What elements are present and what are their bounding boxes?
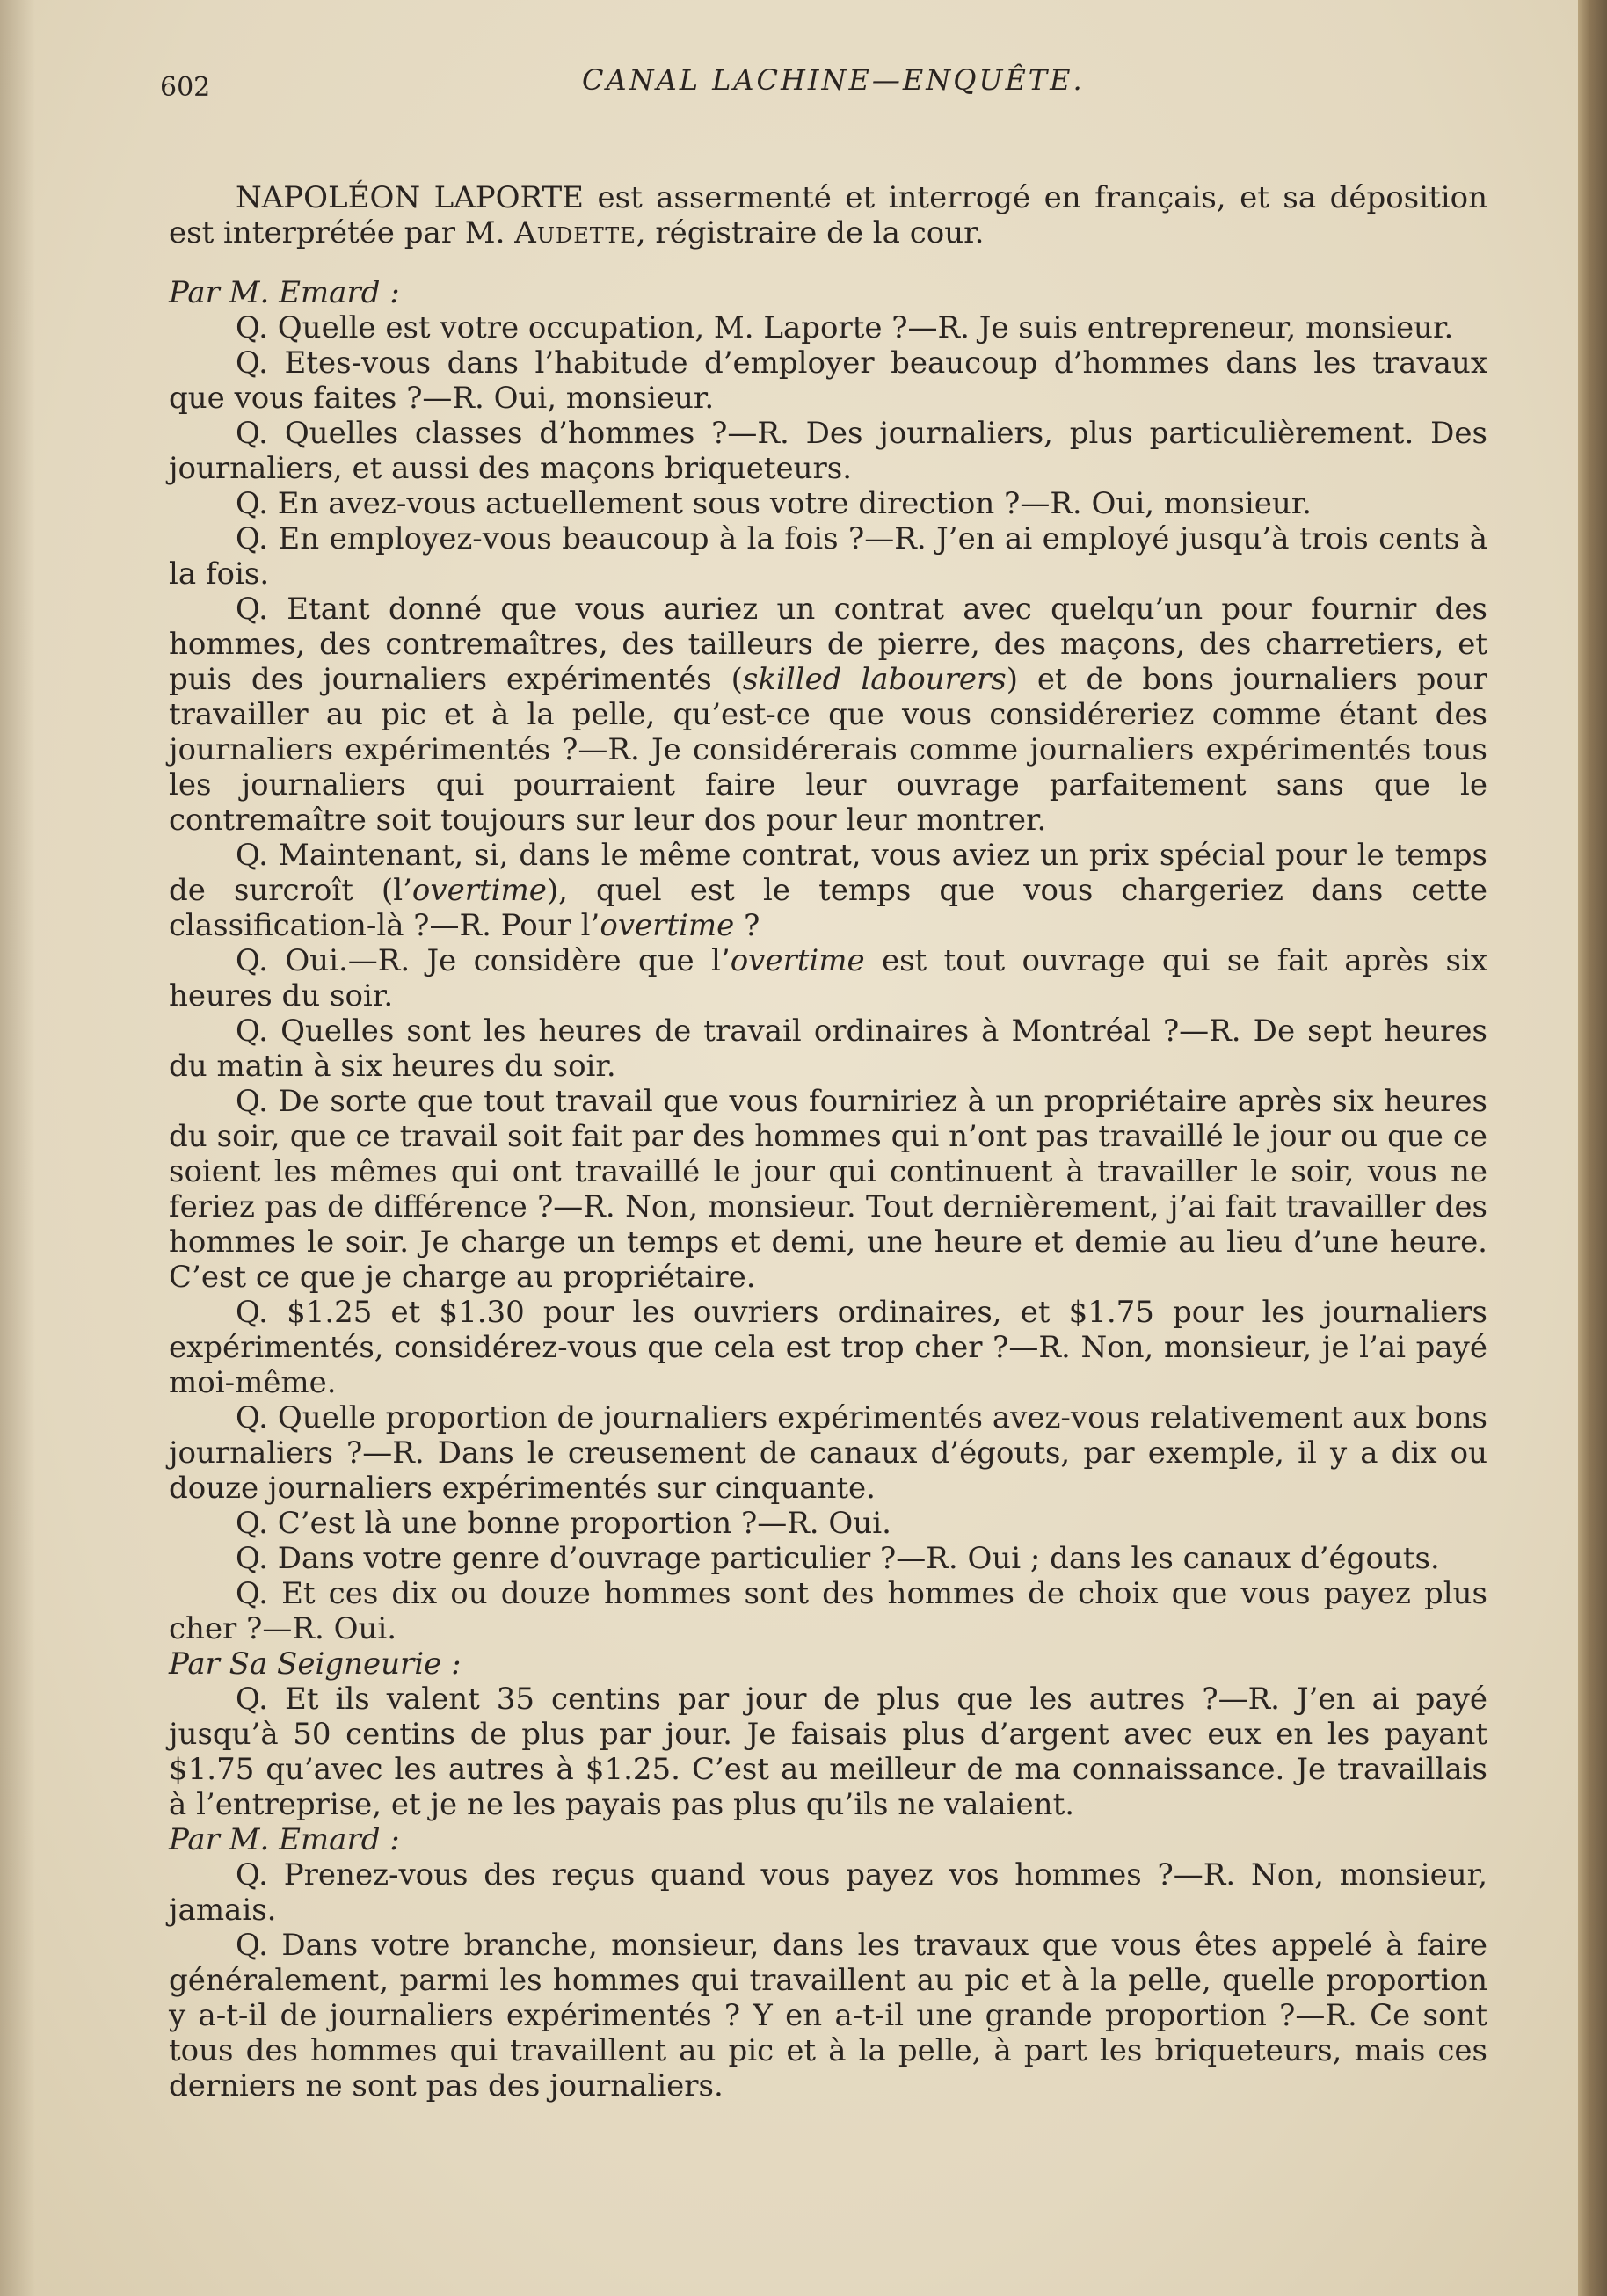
qa-paragraph: Q. En avez-vous actuellement sous votre direction ?—R. Oui, monsieur. — [236, 486, 1313, 521]
intro-text: est assermenté et interrogé en français, et sa déposition est interprétée par M. — [169, 180, 1487, 251]
qa-text: Q. Maintenant, si, dans le même contrat, vous aviez un prix spécial pour le temps de surcroît (l’ — [169, 838, 1487, 908]
testimony-text — [169, 180, 1487, 2103]
qa-paragraph: Q. $1.25 et $1.30 pour les ouvriers ordinaires, et $1.75 pour les journaliers expérimentés, considérez-vous que cela est trop cher ?—R. Non, monsieur, je l’ai payé moi-même. — [169, 1295, 1487, 1400]
qa-text: ? — [734, 908, 760, 943]
qa-text: ) et de bons journaliers pour travailler au pic et à la pelle, qu’est-ce que vous considéreriez comme étant des journaliers expérimentés ?—R. Je considérerais comme journaliers expérimentés tous les journaliers qui pourraient faire leur ouvrage parfaitement sans que le contremaître soit toujours sur leur dos pour leur montrer. — [169, 662, 1488, 838]
qa-paragraph: Q. En employez-vous beaucoup à la fois ?—R. J’en ai employé jusqu’à trois cents à la fois. — [169, 521, 1487, 592]
qa-paragraph: Q. Dans votre genre d’ouvrage particulier ?—R. Oui ; dans les canaux d’égouts. — [236, 1541, 1440, 1576]
qa-italic: overtime — [730, 943, 865, 978]
qa-paragraph: Q. Et ils valent 35 centins par jour de plus que les autres ?—R. J’en ai payé jusqu’à 50 centins de plus par jour. Je faisais plus d’argent avec eux en les payant $1.75 qu’avec les autres à $1.25. C’est au meilleur de ma connaissance. Je travaillais à l’entreprise, et je ne les payais pas plus qu’ils ne valaient. — [169, 1682, 1487, 1822]
qa-paragraph: Q. Etes-vous dans l’habitude d’employer beaucoup d’hommes dans les travaux que vous faites ?—R. Oui, monsieur. — [169, 345, 1487, 416]
qa-paragraph: Q. Et ces dix ou douze hommes sont des hommes de choix que vous payez plus cher ?—R. Oui. — [169, 1576, 1487, 1646]
qa-italic: overtime — [600, 908, 735, 943]
gutter-shadow — [0, 0, 35, 2296]
page-header — [160, 63, 1496, 107]
qa-paragraph — [169, 943, 1487, 1014]
qa-text: ), quel est le temps que vous chargeriez dans cette classification-là ?—R. Pour l’ — [169, 873, 1487, 943]
qa-italic: overtime — [411, 873, 547, 908]
qa-paragraph: Q. Quelle proportion de journaliers expérimentés avez-vous relativement aux bons journaliers ?—R. Dans le creusement de canaux d’égouts, par exemple, il y a dix ou douze journaliers expérimentés sur cinquante. — [169, 1400, 1487, 1506]
page-number: 602 — [160, 72, 211, 103]
qa-italic: skilled labourers — [742, 662, 1007, 697]
speaker-heading: Par Sa Seigneurie : — [169, 1646, 462, 1682]
running-head: CANAL LACHINE—ENQUÊTE. — [582, 63, 1085, 97]
witness-name: NAPOLÉON LAPORTE — [236, 180, 584, 215]
speaker-heading: Par M. Emard : — [169, 275, 400, 310]
qa-paragraph: Q. Prenez-vous des reçus quand vous payez vos hommes ?—R. Non, monsieur, jamais. — [169, 1857, 1487, 1928]
qa-paragraph: Q. Dans votre branche, monsieur, dans les travaux que vous êtes appelé à faire généralement, parmi les hommes qui travaillent au pic et à la pelle, quelle proportion y a-t-il de journaliers expérimentés ? Y en a-t-il une grande proportion ?—R. Ce sont tous des hommes qui travaillent au pic et à la pelle, à part les briqueteurs, mais ces derniers ne sont pas des journaliers. — [169, 1928, 1487, 2103]
intro-paragraph — [169, 180, 1487, 251]
qa-paragraph — [169, 838, 1487, 943]
qa-paragraph — [169, 592, 1487, 838]
qa-paragraph: Q. Quelles sont les heures de travail ordinaires à Montréal ?—R. De sept heures du matin à six heures du soir. — [169, 1014, 1487, 1084]
qa-text: Q. Etant donné que vous auriez un contrat avec quelqu’un pour fournir des hommes, des contremaîtres, des tailleurs de pierre, des maçons, des charretiers, et puis des journaliers expérimentés ( — [169, 592, 1487, 697]
qa-paragraph: Q. Quelles classes d’hommes ?—R. Des journaliers, plus particulièrement. Des journaliers, et aussi des maçons briqueteurs. — [169, 416, 1487, 486]
qa-text: est tout ouvrage qui se fait après six heures du soir. — [169, 943, 1487, 1014]
qa-paragraph: Q. Quelle est votre occupation, M. Laporte ?—R. Je suis entrepreneur, monsieur. — [236, 310, 1454, 345]
page-edge — [1578, 0, 1607, 2296]
qa-paragraph: Q. C’est là une bonne proportion ?—R. Oui. — [236, 1506, 891, 1541]
speaker-heading: Par M. Emard : — [169, 1822, 400, 1857]
qa-text: Q. Oui.—R. Je considère que l’ — [236, 943, 731, 978]
interpreter-name: Audette — [514, 215, 636, 251]
intro-text-end: , régistraire de la cour. — [636, 215, 985, 251]
qa-paragraph: Q. De sorte que tout travail que vous fourniriez à un propriétaire après six heures du soir, que ce travail soit fait par des hommes qui n’ont pas travaillé le jour ou que ce soient les mêmes qui ont travaillé le jour qui continuent à travailler le soir, vous ne feriez pas de différence ?—R. Non, monsieur. Tout dernièrement, j’ai fait travailler des hommes le soir. Je charge un temps et demi, une heure et demie au lieu d’une heure. C’est ce que je charge au propriétaire. — [169, 1084, 1487, 1295]
